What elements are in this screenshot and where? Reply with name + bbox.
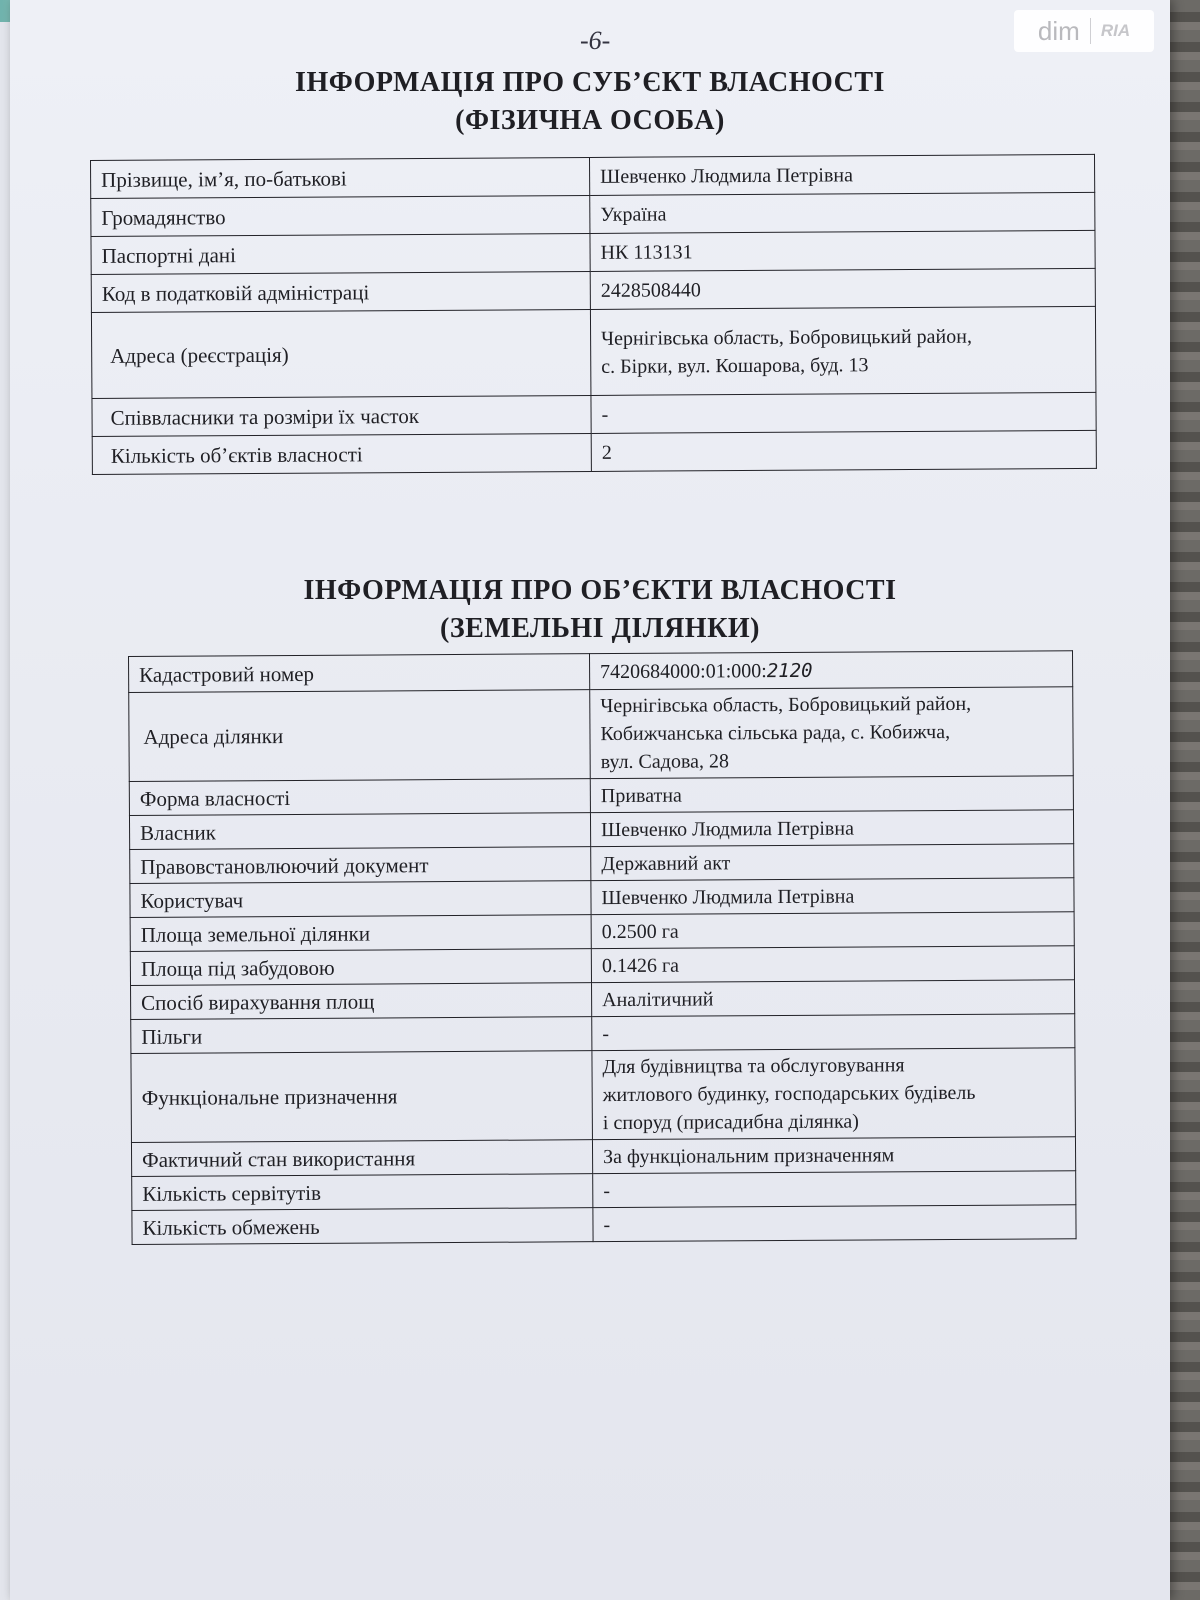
table-row [129, 776, 1073, 816]
field-label: Кількість сервітутів [132, 1174, 593, 1211]
table-row [91, 192, 1095, 236]
field-label: Правовстановлюючий документ [130, 847, 591, 884]
objects-heading-line1: ІНФОРМАЦІЯ ПРО ОБ’ЄКТИ ВЛАСНОСТІ [303, 575, 897, 606]
field-label: Адреса (реєстрація) [91, 309, 591, 398]
field-label: Співвласники та розміри їх часток [92, 395, 591, 436]
field-label: Пільги [131, 1017, 592, 1054]
field-value: Аналітичний [592, 980, 1075, 1017]
objects-heading-line2: (ЗЕМЕЛЬНІ ДІЛЯНКИ) [440, 613, 760, 644]
table-row [129, 810, 1073, 850]
field-value: За функціональним призначенням [592, 1137, 1075, 1174]
field-label: Користувач [130, 881, 591, 918]
field-label: Кількість об’єктів власності [92, 433, 591, 474]
field-value: Державний акт [591, 844, 1074, 881]
purpose-line: і споруд (присадибна ділянка) [602, 1110, 859, 1135]
table-row [129, 687, 1074, 782]
watermark-dim-text: dim [1037, 15, 1080, 46]
field-label: Функціональне призначення [131, 1051, 593, 1143]
table-row [130, 878, 1074, 918]
field-label: Паспортні дані [91, 233, 590, 274]
field-value: - [593, 1205, 1076, 1242]
field-value: - [591, 392, 1096, 433]
document-page [10, 0, 1170, 1600]
subject-table [90, 154, 1097, 475]
field-value: Шевченко Людмила Петрівна [589, 154, 1094, 195]
table-row [132, 1205, 1076, 1245]
table-row [92, 392, 1096, 436]
field-value: 0.1426 га [591, 946, 1074, 983]
table-row [92, 430, 1096, 474]
field-value [592, 1048, 1076, 1140]
subject-heading-line1: ІНФОРМАЦІЯ ПРО СУБ’ЄКТ ВЛАСНОСТІ [295, 67, 885, 98]
subject-heading [160, 64, 1020, 140]
field-value: 2 [591, 430, 1096, 471]
field-value: - [592, 1014, 1075, 1051]
purpose-line: житлового будинку, господарських будівель [602, 1081, 976, 1107]
table-row [130, 844, 1074, 884]
field-value [590, 306, 1096, 395]
field-value: Шевченко Людмила Петрівна [591, 878, 1074, 915]
address-line: Кобижчанська сільська рада, с. Кобижча, [600, 720, 951, 746]
field-value: - [593, 1171, 1076, 1208]
field-label: Код в податковій адміністраці [91, 271, 590, 312]
watermark-ria-text: RIA [1100, 21, 1131, 40]
address-line: Чернігівська область, Бобровицький район, [600, 692, 972, 718]
subject-heading-line2: (ФІЗИЧНА ОСОБА) [455, 105, 725, 136]
field-label: Площа земельної ділянки [130, 915, 591, 952]
table-row [91, 230, 1095, 274]
field-value: 2428508440 [590, 268, 1095, 309]
objects-heading [170, 572, 1030, 648]
field-label: Адреса ділянки [129, 690, 591, 782]
field-value [589, 651, 1072, 690]
table-row [131, 1014, 1075, 1054]
table-row [129, 651, 1073, 693]
field-value: НК 113131 [590, 230, 1095, 271]
table-row [130, 912, 1074, 952]
watermark-separator [1090, 18, 1091, 44]
field-value: 0.2500 га [591, 912, 1074, 949]
table-row [131, 980, 1075, 1020]
field-label: Фактичний стан використання [131, 1140, 592, 1177]
table-row [131, 1137, 1075, 1177]
address-line: Чернігівська область, Бобровицький район, [601, 325, 972, 350]
cadastral-number-printed: 7420684000:01:000: [600, 659, 767, 683]
field-value: Приватна [590, 776, 1073, 813]
table-row [131, 1048, 1076, 1143]
objects-table [128, 650, 1077, 1245]
field-label: Прізвище, ім’я, по-батькові [91, 157, 590, 198]
field-label: Площа під забудовою [130, 949, 591, 986]
address-line: вул. Садова, 28 [600, 750, 730, 774]
field-label: Спосіб вирахування площ [131, 983, 592, 1020]
table-row [91, 268, 1095, 312]
field-value: Шевченко Людмила Петрівна [590, 810, 1073, 847]
field-label: Кадастровий номер [129, 654, 590, 693]
table-row [91, 154, 1095, 198]
table-row [132, 1171, 1076, 1211]
field-label: Власник [129, 813, 590, 850]
field-label: Кількість обмежень [132, 1208, 593, 1245]
field-value: Україна [590, 192, 1095, 233]
table-row [91, 306, 1096, 398]
field-label: Громадянство [91, 195, 590, 236]
table-row [130, 946, 1074, 986]
purpose-line: Для будівництва та обслуговування [602, 1054, 905, 1079]
page-number: -6- [580, 26, 611, 55]
field-label: Форма власності [129, 779, 590, 816]
field-value [590, 687, 1074, 779]
dimria-watermark [1014, 10, 1154, 52]
cadastral-number-handwritten: 2120 [766, 659, 813, 682]
address-line: с. Бірки, вул. Кошарова, буд. 13 [601, 353, 869, 378]
